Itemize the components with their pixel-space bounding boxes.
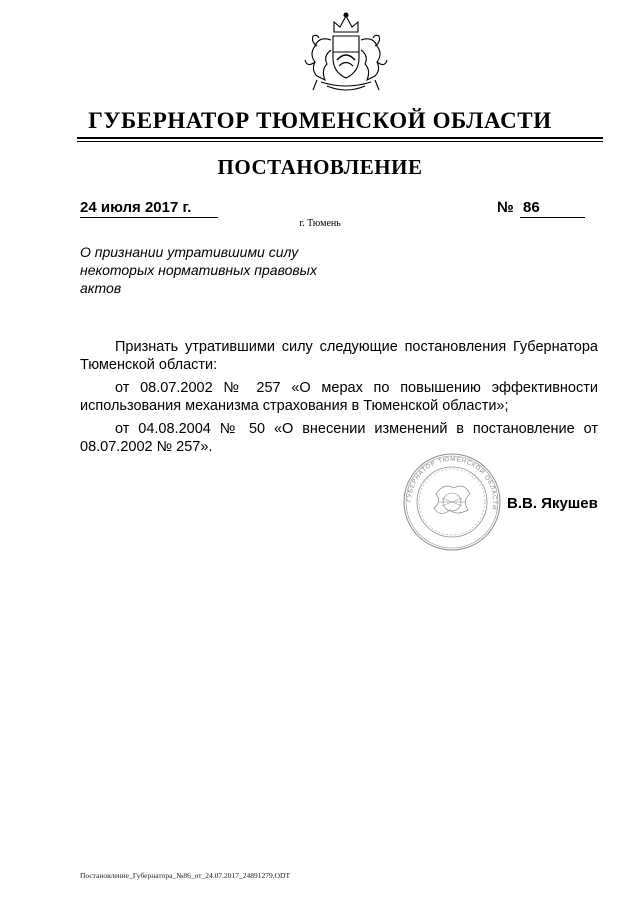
body-paragraph: от 04.08.2004 № 50 «О внесении изменений в постановление от 08.07.2002 № 257».: [80, 421, 598, 455]
body-paragraph: от 08.07.2002 № 257 «О мерах по повышению эффективности использования механизма страхования в Тюменской области»;: [80, 380, 598, 414]
document-body: [80, 338, 598, 461]
document-number: 86: [520, 199, 585, 218]
issue-city: г. Тюмень: [299, 218, 341, 229]
svg-text:ГУБЕРНАТОР ТЮМЕНСКОЙ ОБЛАСТИ: [406, 456, 498, 511]
coat-of-arms-emblem: [297, 10, 395, 98]
number-sign: №: [497, 199, 514, 216]
document-subject: О признании утратившими силу некоторых нормативных правовых актов: [80, 244, 317, 296]
authority-title: ГУБЕРНАТОР ТЮМЕНСКОЙ ОБЛАСТИ: [88, 108, 552, 133]
signer-name: В.В. Якушев: [507, 495, 598, 512]
header-rule-thin: [77, 141, 603, 142]
header-rule-thick: [77, 137, 603, 139]
official-seal: [402, 452, 502, 552]
document-type: ПОСТАНОВЛЕНИЕ: [217, 155, 423, 179]
body-paragraph: Признать утратившими силу следующие постановления Губернатора Тюменской области:: [80, 339, 598, 373]
seal-text: ГУБЕРНАТОР ТЮМЕНСКОЙ ОБЛАСТИ: [405, 455, 499, 511]
document-date: 24 июля 2017 г.: [80, 199, 218, 218]
file-footer: Постановление_Губернатора_№86_от_24.07.2017_24891279.ODT: [80, 871, 291, 880]
